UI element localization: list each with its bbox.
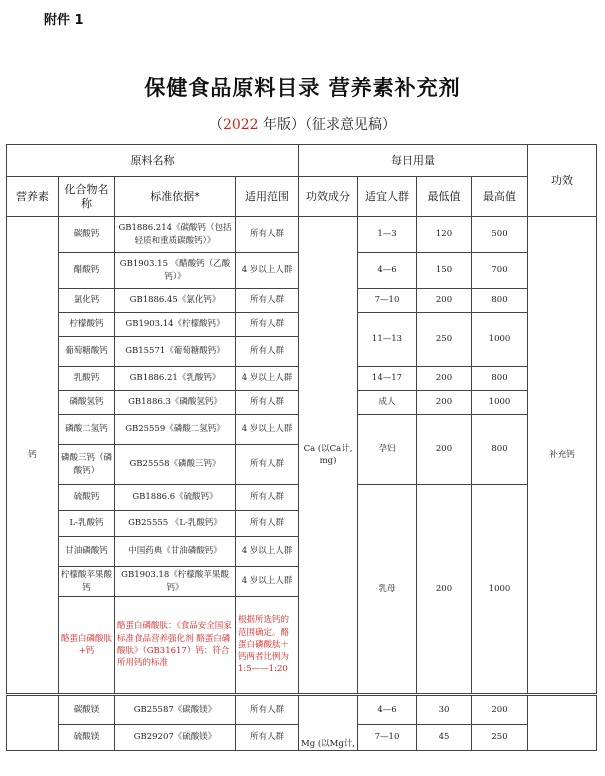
standard-cell: GB1886.21《乳酸钙》 bbox=[115, 367, 236, 391]
scope-cell: 所有人群 bbox=[236, 445, 299, 485]
population-cell: 4—6 bbox=[358, 695, 417, 725]
min-cell: 200 bbox=[417, 289, 472, 313]
max-cell: 800 bbox=[472, 289, 528, 313]
min-cell: 200 bbox=[417, 415, 472, 485]
scope-cell: 所有人群 bbox=[236, 313, 299, 337]
header-material-name: 原料名称 bbox=[7, 145, 299, 177]
header-efficacy: 功效 bbox=[528, 145, 597, 217]
header-standard: 标准依据* bbox=[115, 177, 236, 217]
scope-cell: 所有人群 bbox=[236, 485, 299, 511]
min-cell: 30 bbox=[417, 695, 472, 725]
scope-cell: 4 岁以上人群 bbox=[236, 415, 299, 445]
compound-cell: 醋酸钙 bbox=[59, 253, 115, 289]
max-cell: 1000 bbox=[472, 485, 528, 695]
population-cell: 4—6 bbox=[358, 253, 417, 289]
page-title: 保健食品原料目录 营养素补充剂 bbox=[144, 76, 461, 100]
page-subtitle bbox=[0, 114, 605, 134]
header-nutrient: 营养素 bbox=[7, 177, 59, 217]
standard-cell: GB1903.14《柠檬酸钙》 bbox=[115, 313, 236, 337]
min-cell: 45 bbox=[417, 725, 472, 751]
population-cell: 成人 bbox=[358, 391, 417, 415]
nutrient-cell: 钙 bbox=[7, 217, 59, 695]
subtitle-rest: 年版）（征求意见稿） bbox=[258, 117, 397, 133]
compound-cell: 碳酸钙 bbox=[59, 217, 115, 253]
min-cell: 120 bbox=[417, 217, 472, 253]
header-daily-amount: 每日用量 bbox=[299, 145, 528, 177]
scope-cell: 4 岁以上人群 bbox=[236, 253, 299, 289]
compound-cell: 磷酸三钙（磷酸钙） bbox=[59, 445, 115, 485]
header-population: 适宜人群 bbox=[358, 177, 417, 217]
header-max: 最高值 bbox=[472, 177, 528, 217]
compound-cell: 甘油磷酸钙 bbox=[59, 537, 115, 567]
min-cell: 200 bbox=[417, 485, 472, 695]
population-cell: 乳母 bbox=[358, 485, 417, 695]
max-cell: 250 bbox=[472, 725, 528, 751]
standard-cell: GB25559《磷酸二氢钙》 bbox=[115, 415, 236, 445]
compound-cell: 硫酸镁 bbox=[59, 725, 115, 751]
scope-cell: 4 岁以上人群 bbox=[236, 367, 299, 391]
scope-cell: 所有人群 bbox=[236, 725, 299, 751]
component-cell: Mg (以Mg计, bbox=[299, 695, 358, 751]
standard-cell: 中国药典《甘油磷酸钙》 bbox=[115, 537, 236, 567]
header-row-1 bbox=[7, 145, 597, 177]
standard-cell: GB1886.45《氯化钙》 bbox=[115, 289, 236, 313]
population-cell: 7—10 bbox=[358, 289, 417, 313]
component-cell: Ca (以Ca计, mg) bbox=[299, 217, 358, 695]
standard-cell: 酪蛋白磷酸肽：《食品安全国家标准食品营养强化剂 酪蛋白磷酸肽》（GB31617）钙：符合所用钙的标准 bbox=[115, 597, 236, 695]
scope-cell: 所有人群 bbox=[236, 695, 299, 725]
standard-cell: GB29207《硫酸镁》 bbox=[115, 725, 236, 751]
min-cell: 200 bbox=[417, 367, 472, 391]
header-compound: 化合物名称 bbox=[59, 177, 115, 217]
standard-cell: GB1886.214《碳酸钙（包括轻质和重质碳酸钙）》 bbox=[115, 217, 236, 253]
header-component: 功效成分 bbox=[299, 177, 358, 217]
min-cell: 150 bbox=[417, 253, 472, 289]
max-cell: 700 bbox=[472, 253, 528, 289]
standard-cell: GB1886.6《硫酸钙》 bbox=[115, 485, 236, 511]
compound-cell: 乳酸钙 bbox=[59, 367, 115, 391]
compound-cell: 磷酸氢钙 bbox=[59, 391, 115, 415]
scope-cell: 4 岁以上人群 bbox=[236, 537, 299, 567]
header-min: 最低值 bbox=[417, 177, 472, 217]
subtitle-year: 2022 bbox=[222, 117, 259, 133]
scope-cell: 所有人群 bbox=[236, 391, 299, 415]
subtitle-open: （ bbox=[208, 117, 223, 133]
compound-cell: 柠檬酸苹果酸钙 bbox=[59, 567, 115, 597]
scope-cell: 所有人群 bbox=[236, 337, 299, 367]
population-cell: 孕妇 bbox=[358, 415, 417, 485]
standard-cell: GB1903.15 《醋酸钙（乙酸钙）》 bbox=[115, 253, 236, 289]
population-cell: 7—10 bbox=[358, 725, 417, 751]
efficacy-cell: 补充钙 bbox=[528, 217, 597, 695]
standard-cell: GB1903.18《柠檬酸苹果酸钙》 bbox=[115, 567, 236, 597]
max-cell: 1000 bbox=[472, 313, 528, 367]
compound-cell: 酪蛋白磷酸肽+钙 bbox=[59, 597, 115, 695]
compound-cell: L-乳酸钙 bbox=[59, 511, 115, 537]
scope-cell: 所有人群 bbox=[236, 217, 299, 253]
scope-cell: 所有人群 bbox=[236, 289, 299, 313]
max-cell: 800 bbox=[472, 367, 528, 391]
header-scope: 适用范围 bbox=[236, 177, 299, 217]
scope-cell: 4 岁以上人群 bbox=[236, 567, 299, 597]
min-cell: 250 bbox=[417, 313, 472, 367]
standard-cell: GB15571《葡萄糖酸钙》 bbox=[115, 337, 236, 367]
population-cell: 11—13 bbox=[358, 313, 417, 367]
efficacy-cell bbox=[528, 695, 597, 751]
max-cell: 500 bbox=[472, 217, 528, 253]
table-row bbox=[7, 695, 597, 725]
standard-cell: GB1886.3《磷酸氢钙》 bbox=[115, 391, 236, 415]
compound-cell: 碳酸镁 bbox=[59, 695, 115, 725]
compound-cell: 葡萄糖酸钙 bbox=[59, 337, 115, 367]
scope-cell: 所有人群 bbox=[236, 511, 299, 537]
standard-cell: GB25558《磷酸三钙》 bbox=[115, 445, 236, 485]
population-cell: 1—3 bbox=[358, 217, 417, 253]
scope-cell: 根据所选钙的范围确定。酪蛋白磷酸肽＋钙两者比例为1:5——1:20 bbox=[236, 597, 299, 695]
attachment-label: 附件 1 bbox=[44, 13, 84, 28]
standard-cell: GB25587《碳酸镁》 bbox=[115, 695, 236, 725]
header-row-2 bbox=[7, 177, 597, 217]
compound-cell: 磷酸二氢钙 bbox=[59, 415, 115, 445]
compound-cell: 氯化钙 bbox=[59, 289, 115, 313]
max-cell: 800 bbox=[472, 415, 528, 485]
standard-cell: GB25555 《L-乳酸钙》 bbox=[115, 511, 236, 537]
max-cell: 200 bbox=[472, 695, 528, 725]
min-cell: 200 bbox=[417, 391, 472, 415]
compound-cell: 硫酸钙 bbox=[59, 485, 115, 511]
nutrient-cell bbox=[7, 695, 59, 751]
population-cell: 14—17 bbox=[358, 367, 417, 391]
max-cell: 1000 bbox=[472, 391, 528, 415]
raw-materials-table bbox=[6, 144, 597, 751]
table-row bbox=[7, 217, 597, 253]
compound-cell: 柠檬酸钙 bbox=[59, 313, 115, 337]
